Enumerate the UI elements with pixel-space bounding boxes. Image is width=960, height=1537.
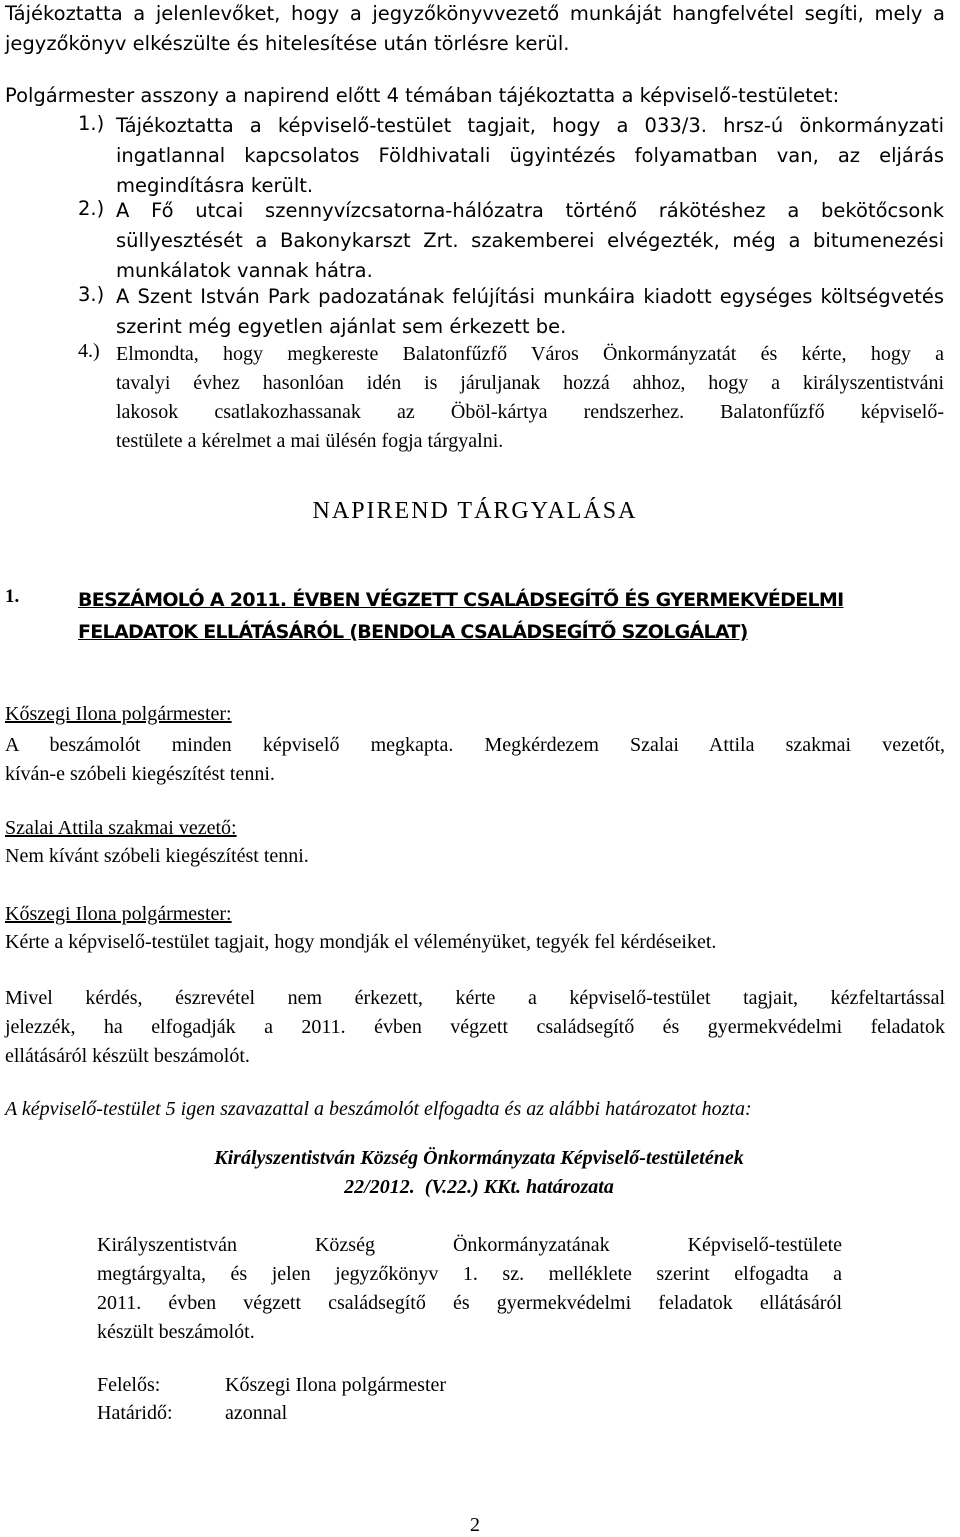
speech-text: Nem kívánt szóbeli kiegészítést tenni. (5, 845, 309, 867)
section-title: NAPIREND TÁRGYALÁSA (312, 498, 638, 524)
announcement-number: 4.) (78, 340, 100, 362)
announcement-number: 1.) (78, 112, 105, 135)
intro-line: jegyzőkönyv elkészülte és hitelesítése után törlésre kerül. (5, 32, 570, 55)
announcement-number: 2.) (78, 197, 105, 220)
speaker-name: Kőszegi Ilona polgármester: (5, 703, 232, 725)
speech-text: A beszámolót minden képviselő megkapta. Megkérdezem Szalai Attila szakmai vezetőt, kíván-e szóbeli kiegészítést tenni. (5, 734, 945, 785)
vote-result: A képviselő-testület 5 igen szavazattal a beszámolót elfogadta és az alábbi határozatot hozta: (5, 1098, 752, 1120)
speaker-name: Szalai Attila szakmai vezető: (5, 817, 237, 839)
speaker-name: Kőszegi Ilona polgármester: (5, 903, 232, 925)
responsible-label: Felelős: (97, 1374, 161, 1396)
announcement-item-3: A Szent István Park padozatának felújítási munkáira kiadott egységes költségvetés szerint még egyetlen ajánlat sem érkezett be. (116, 285, 944, 338)
announcement-item-1: Tájékoztatta a képviselő-testület tagjait, hogy a 033/3. hrsz-ú önkormányzati ingatlannal kapcsolatos Földhivatali ügyintézés folyamatban van, az eljárás megindításra került. (116, 114, 944, 197)
responsible-value: Kőszegi Ilona polgármester (225, 1374, 447, 1396)
page-number: 2 (470, 1514, 480, 1536)
announcement-item-2: A Fő utcai szennyvízcsatorna-hálózatra történő rákötéshez a bekötőcsonk süllyesztését a Bakonykarszt Zrt. szakemberei elvégezték, még a bitumenezési munkálatok vannak hátra. (116, 199, 944, 282)
vote-request-paragraph: Mivel kérdés, észrevétel nem érkezett, kérte a képviselő-testület tagjait, kézfeltartással jelezzék, ha elfogadják a 2011. évben végzett családsegítő és gyermekvédelmi feladatok ellátásáról készült beszámolót. (5, 987, 945, 1067)
resolution-body: Királyszentistván Község Önkormányzatának Képviselő-testülete megtárgyalta, és jelen jegyzőkönyv 1. sz. melléklete szerint elfogadta a 2011. évben végzett családsegítő és gyermekvédelmi feladatok ellátásáról készült beszámolót. (97, 1234, 842, 1343)
announcement-number: 3.) (78, 283, 105, 306)
deadline-value: azonnal (225, 1402, 288, 1424)
agenda-item-number: 1. (5, 586, 20, 607)
resolution-title: Királyszentistván Község Önkormányzata Képviselő-testületének 22/2012. (V.22.) KKt. határozata (214, 1147, 744, 1198)
intro-paragraph (5, 0, 945, 60)
announcement-item-4: Elmondta, hogy megkereste Balatonfűzfő Város Önkormányzatát és kérte, hogy a tavalyi évhez hasonlóan idén is járuljanak hozzá ahhoz, hogy a királyszentistváni lakosok csatlakozhassanak az Öböl-kártya rendszerhez. Balatonfűzfő képviselő- testülete a kérelmet a mai ülésén fogja tárgyalni. (116, 343, 944, 452)
speech-text: Kérte a képviselő-testület tagjait, hogy mondják el véleményüket, tegyék fel kérdéseiket. (5, 931, 717, 953)
agenda-item-title: BESZÁMOLÓ A 2011. ÉVBEN VÉGZETT CSALÁDSEGÍTŐ ÉS GYERMEKVÉDELMI FELADATOK ELLÁTÁSÁRÓL (BENDOLA CSALÁDSEGÍTŐ SZOLGÁLAT) (78, 589, 844, 643)
intro-line: Tájékoztatta a jelenlevőket, hogy a jegyzőkönyvvezető munkáját hangfelvétel segíti, mely a (5, 2, 945, 25)
deadline-label: Határidő: (97, 1402, 173, 1424)
announcements-heading: Polgármester asszony a napirend előtt 4 témában tájékoztatta a képviselő-testületet: (5, 84, 840, 107)
